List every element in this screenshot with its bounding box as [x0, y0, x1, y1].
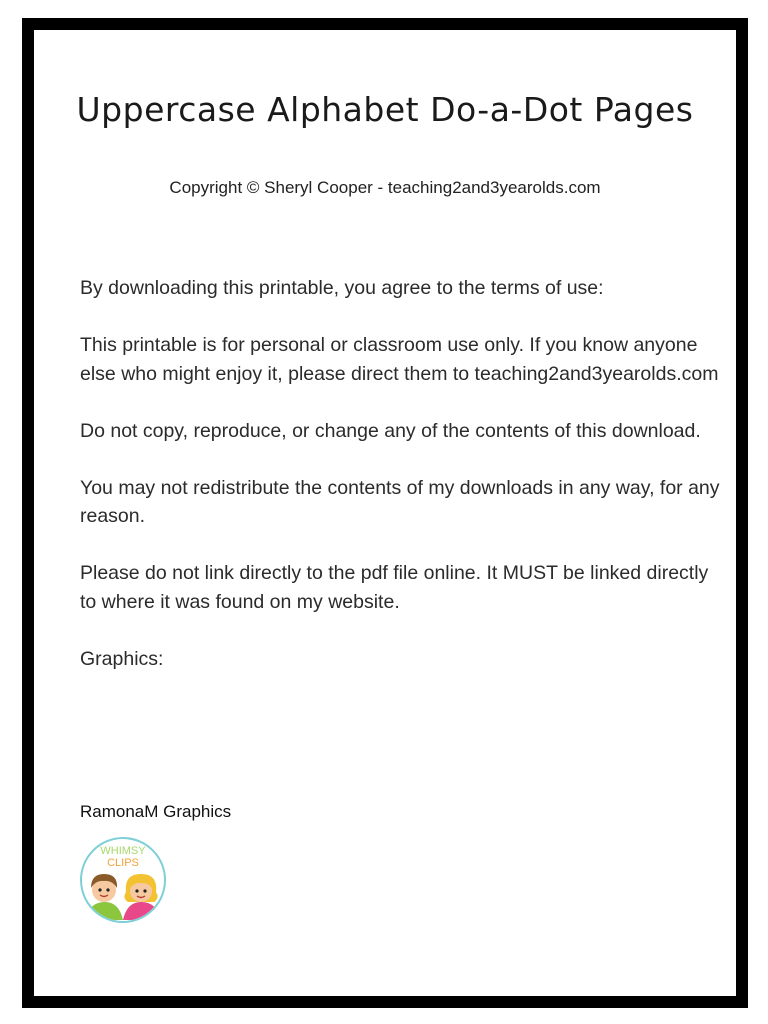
terms-paragraph-no-direct-link: Please do not link directly to the pdf file online. It MUST be linked directly to where it was found on my website. — [80, 562, 709, 613]
graphics-credit-name: RamonaM Graphics — [80, 802, 232, 821]
terms-paragraph-no-copy: Do not copy, reproduce, or change any of the contents of this download. — [80, 419, 701, 442]
terms-of-use — [80, 274, 720, 702]
terms-paragraph-no-redistribute: You may not redistribute the contents of my downloads in any way, for any reason. — [80, 476, 720, 527]
graphics-heading: Graphics: — [80, 647, 164, 670]
page-border — [22, 18, 748, 1008]
copyright-notice: Copyright © Sheryl Cooper - teaching2and3yearolds.com — [169, 178, 601, 197]
svg-text:CLIPS: CLIPS — [107, 857, 139, 869]
whimsy-clips-logo-icon — [79, 836, 167, 924]
terms-intro: By downloading this printable, you agree to the terms of use: — [80, 277, 604, 299]
page-title: Uppercase Alphabet Do-a-Dot Pages — [76, 90, 694, 129]
terms-paragraph-personal-use: This printable is for personal or classroom use only. If you know anyone else who might enjoy it, please direct them to teaching2and3yearolds.com — [80, 334, 719, 385]
svg-text:WHIMSY: WHIMSY — [100, 845, 146, 857]
